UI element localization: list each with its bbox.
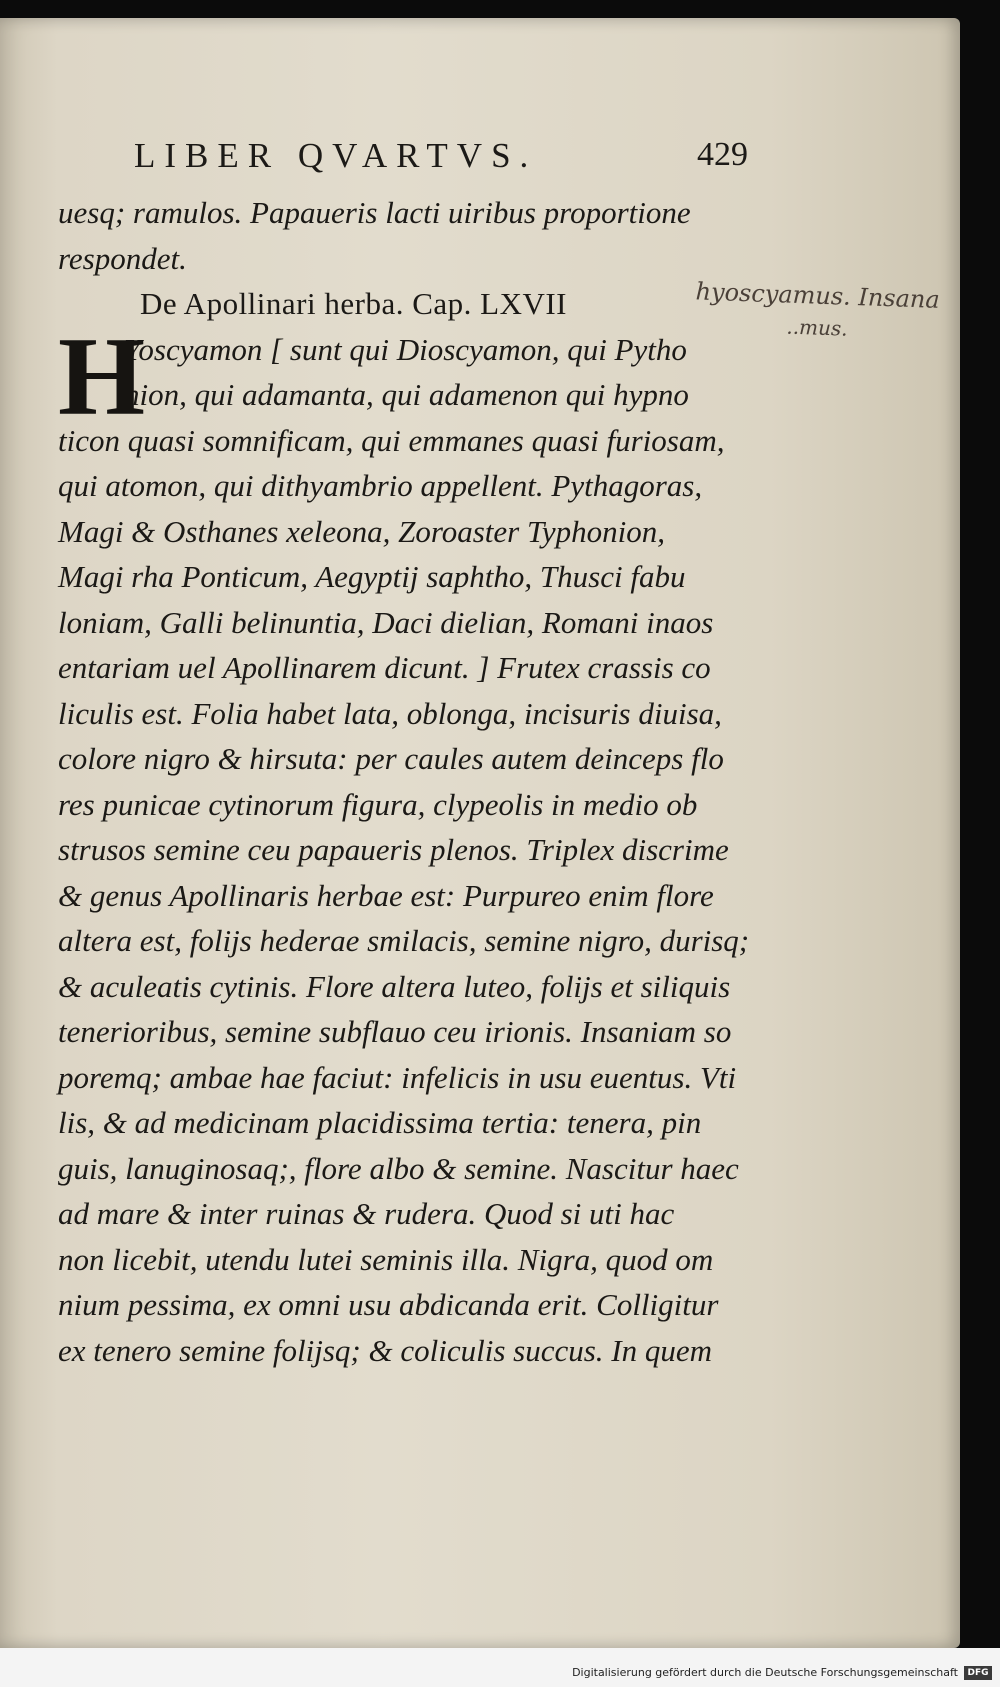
text-line: guis, lanuginosaq;, flore albo & semine. Nascitur haec [58,1150,739,1186]
text-line: nium pessima, ex omni usu abdicanda erit. Colligitur [58,1287,719,1322]
text-line: qui atomon, qui dithyambrio appellent. Pythagoras, [58,468,703,503]
text-line: altera est, folijs hederae smilacis, semine nigro, durisq; [58,923,750,958]
page-number: 429 [697,136,748,173]
text-line: Magi & Osthanes xeleona, Zoroaster Typhonion, [58,513,666,549]
text-line: Yoscyamon [ sunt qui Dioscyamon, qui Pytho [124,331,687,367]
text-line: uesq; ramulos. Papaueris lacti uiribus proportione [58,195,691,230]
text-line: & genus Apollinaris herbae est: Purpureo enim flore [58,877,714,913]
marginal-note-line: hyoscyamus. Insana [695,277,941,314]
text-line: tenerioribus, semine subflauo ceu irionis. Insaniam so [58,1014,732,1049]
text-line: & aculeatis cytinis. Flore altera luteo, folijs et siliquis [58,968,731,1004]
chapter-heading: De Apollinari herba. Cap. LXVII [140,286,567,321]
text-line: lis, & ad medicinam placidissima tertia: tenera, pin [58,1105,702,1140]
text-line: ad mare & inter ruinas & rudera. Quod si uti hac [58,1196,675,1231]
running-head: LIBER QVARTVS. [134,136,538,175]
text-line: liculis est. Folia habet lata, oblonga, incisuris diuisa, [58,695,722,731]
text-line: res punicae cytinorum figura, clypeolis in medio ob [58,786,698,822]
text-line: loniam, Galli belinuntia, Daci dielian, Romani inaos [58,604,714,640]
book-page [0,18,960,1648]
text-line: poremq; ambae hae faciut: infelicis in usu euentus. Vti [58,1059,737,1095]
text-line: non licebit, utendu lutei seminis illa. Nigra, quod om [58,1241,714,1277]
text-line: ticon quasi somnificam, qui emmanes quasi furiosam, [58,422,725,458]
text-line: colore nigro & hirsuta: per caules autem deinceps flo [58,741,724,776]
text-line: Magi rha Ponticum, Aegyptij saphtho, Thusci fabu [58,559,686,594]
text-line: entariam uel Apollinarem dicunt. ] Frutex crassis co [58,650,711,685]
text-line: strusos semine ceu papaueris plenos. Triplex discrime [58,832,729,867]
page-header [134,136,748,176]
dfg-logo: DFG [964,1666,992,1680]
dropcap-initial: H [58,315,146,439]
text-block [58,190,750,1373]
handwritten-marginal-note [694,275,961,348]
footer-bar [0,1648,1000,1687]
text-line: nion, qui adamanta, qui adamenon qui hypno [124,377,689,412]
text-line: respondet. [58,240,187,276]
text-line: ex tenero semine folijsq; & coliculis succus. In quem [58,1332,712,1368]
marginal-note-line: ..mus. [786,314,849,341]
digitization-credit: Digitalisierung gefördert durch die Deutsche Forschungsgemeinschaft [572,1666,958,1679]
